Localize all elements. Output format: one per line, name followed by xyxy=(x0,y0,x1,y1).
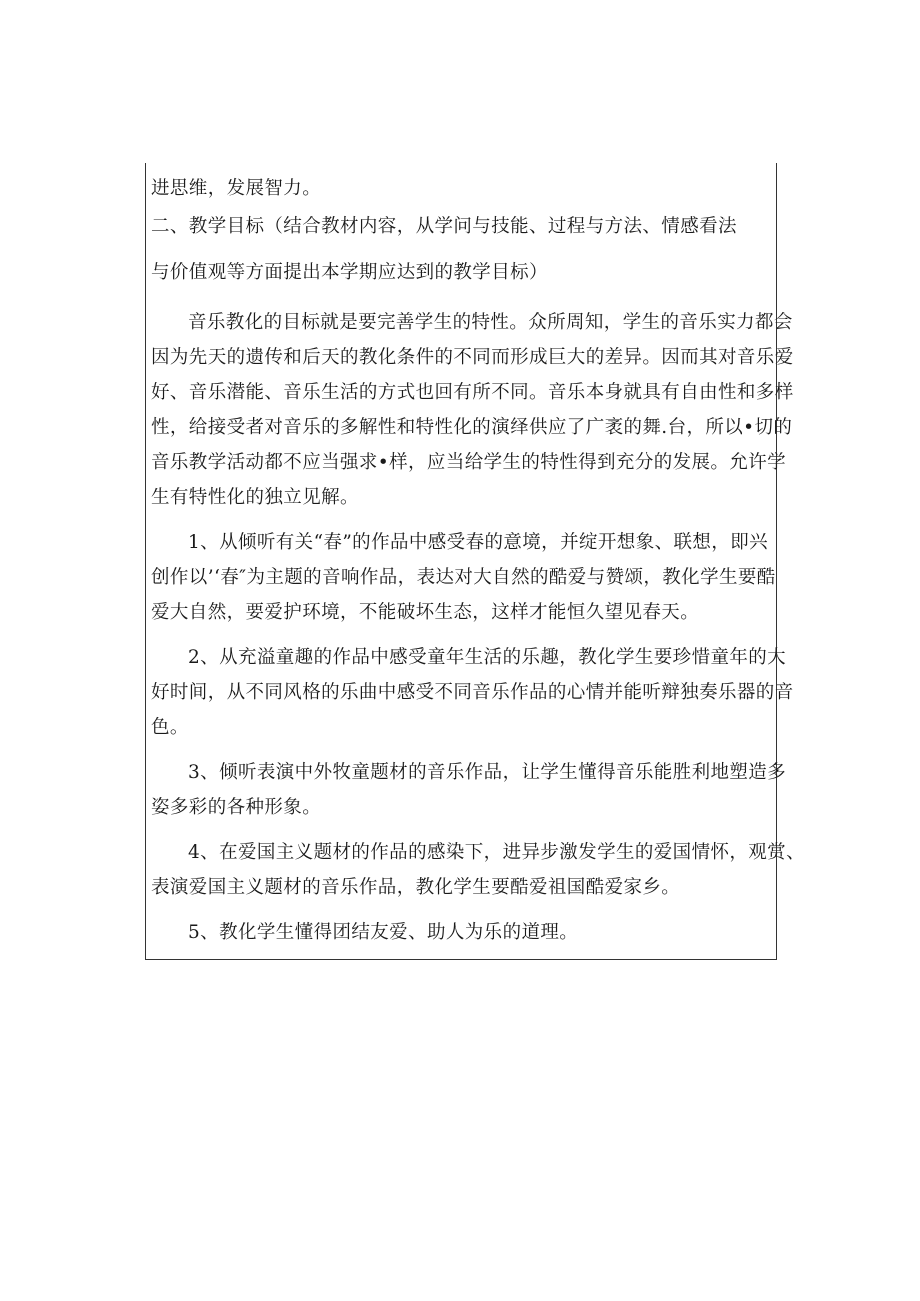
goal-item-2: 色。 xyxy=(151,717,189,738)
table-cell xyxy=(145,163,805,960)
paragraph-line: 音乐教化的目标就是要完善学生的特性。众所周知，学生的音乐实力都会 xyxy=(188,312,793,333)
goal-item-2: 好时间，从不同风格的乐曲中感受不同音乐作品的心情并能听辩独奏乐器的音 xyxy=(151,682,794,703)
goal-item-1: 爱大自然，要爱护环境，不能破坏生态，这样才能恒久望见春天。 xyxy=(151,602,700,623)
goal-item-4: 4、在爱国主义题材的作品的感染下，进异步激发学生的爱国情怀，观赏、 xyxy=(188,842,805,863)
goal-item-1: 创作以’‘春″为主题的音响作品，表达对大自然的酷爱与赞颂，教化学生要酷 xyxy=(151,567,776,588)
section-heading: 二、教学目标（结合教材内容，从学问与技能、过程与方法、情感看法 xyxy=(151,216,737,237)
goal-item-3: 姿多彩的各种形象。 xyxy=(151,797,322,818)
paragraph-line: 因为先天的遗传和后天的教化条件的不同而形成巨大的差异。因而其对音乐爱 xyxy=(151,347,794,368)
goal-item-1: 1、从倾听有关“春”的作品中感受春的意境，并绽开想象、联想，即兴 xyxy=(188,532,768,553)
paragraph-line: 性，给接受者对音乐的多解性和特性化的演绎供应了广袤的舞.台，所以•切的 xyxy=(151,417,793,438)
text-line: 进思维，发展智力。 xyxy=(151,178,322,199)
paragraph-line: 音乐教学活动都不应当强求•样，应当给学生的特性得到充分的发展。允许学 xyxy=(151,452,787,473)
paragraph-line: 好、音乐潜能、音乐生活的方式也回有所不同。音乐本身就具有自由性和多样 xyxy=(151,382,794,403)
section-heading: 与价值观等方面提出本学期应达到的教学目标） xyxy=(151,262,548,283)
goal-item-3: 3、倾听表演中外牧童题材的音乐作品，让学生懂得音乐能胜利地塑造多 xyxy=(188,762,787,783)
goal-item-2: 2、从充溢童趣的作品中感受童年生活的乐趣，教化学生要珍惜童年的大 xyxy=(188,647,787,668)
paragraph-line: 生有特性化的独立见解。 xyxy=(151,487,359,508)
goal-item-5: 5、教化学生懂得团结友爱、助人为乐的道理。 xyxy=(188,922,579,943)
goal-item-4: 表演爱国主义题材的音乐作品，教化学生要酷爱祖国酷爱家乡。 xyxy=(151,877,681,898)
